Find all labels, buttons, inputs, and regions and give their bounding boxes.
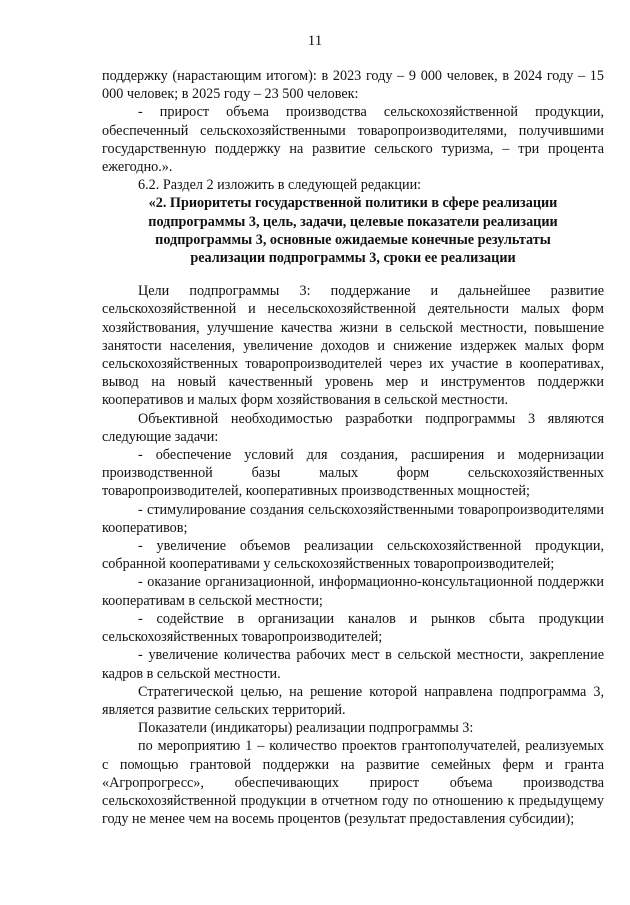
task-item: - стимулирование создания сельскохозяйственными товаропроизводителями кооперативов; (102, 501, 604, 536)
indicator-1-paragraph: по мероприятию 1 – количество проектов грантополучателей, реализуемых с помощью грантовой поддержки на развитие семейных ферм и гранта «Агропрогресс», обеспечивающих прирост объема производства сельскохозяйственной продукции в отчетном году по отношению к предыдущему году не менее чем на восемь процентов (результат предоставления субсидии); (102, 738, 604, 828)
continuation-paragraph: поддержку (нарастающим итогом): в 2023 году – 9 000 человек, в 2024 году – 15 000 человек; в 2025 году – 23 500 человек: (102, 68, 604, 103)
task-item: - обеспечение условий для создания, расширения и модернизации производственной базы малых форм сельскохозяйственных товаропроизводителей, кооперативных производственных мощностей; (102, 447, 604, 500)
goals-paragraph: Цели подпрограммы 3: поддержание и дальнейшее развитие сельскохозяйственной и несельскохозяйственной деятельности малых форм хозяйствования, улучшение качества жизни в сельской местности, повышение занятости населения, увеличение доходов и снижение издержек малых форм сельскохозяйственных товаропроизводителей через их участие в кооперативах, вывод на новый качественный уровень мер и инструментов поддержки кооперативов и малых форм хозяйствования в сельской местности. (102, 283, 604, 409)
spacer (102, 267, 604, 282)
section-heading-line-3: подпрограммы 3, основные ожидаемые конечные результаты (155, 231, 551, 248)
section-heading (102, 194, 604, 267)
bullet-growth: - прирост объема производства сельскохозяйственной продукции, обеспеченный сельскохозяйственными товаропроизводителями, получившими государственную поддержку на развитие сельского туризма, – три процента ежегодно.». (102, 104, 604, 176)
section-heading-line-2: подпрограммы 3, цель, задачи, целевые показатели реализации (148, 213, 558, 230)
document-body (102, 67, 604, 828)
task-item: - увеличение количества рабочих мест в сельской местности, закрепление кадров в сельской местности. (102, 647, 604, 682)
task-item: - оказание организационной, информационно-консультационной поддержки кооперативам в сельской местности; (102, 574, 604, 609)
tasks-intro: Объективной необходимостью разработки подпрограммы 3 являются следующие задачи: (102, 410, 604, 445)
task-item: - увеличение объемов реализации сельскохозяйственной продукции, собранной кооперативами у сельскохозяйственных товаропроизводителей; (102, 538, 604, 573)
strategic-goal-paragraph: Стратегической целью, на решение которой направлена подпрограмма 3, является развитие сельских территорий. (102, 683, 604, 718)
section-heading-line-1: «2. Приоритеты государственной политики в сфере реализации (148, 195, 558, 212)
indicators-intro: Показатели (индикаторы) реализации подпрограммы 3: (138, 720, 474, 737)
task-item: - содействие в организации каналов и рынков сбыта продукции сельскохозяйственных товаропроизводителей; (102, 610, 604, 646)
instruction-paragraph: 6.2. Раздел 2 изложить в следующей редакции: (138, 177, 422, 194)
page-number: 11 (307, 33, 323, 49)
section-heading-line-4: реализации подпрограммы 3, сроки ее реализации (190, 250, 516, 267)
